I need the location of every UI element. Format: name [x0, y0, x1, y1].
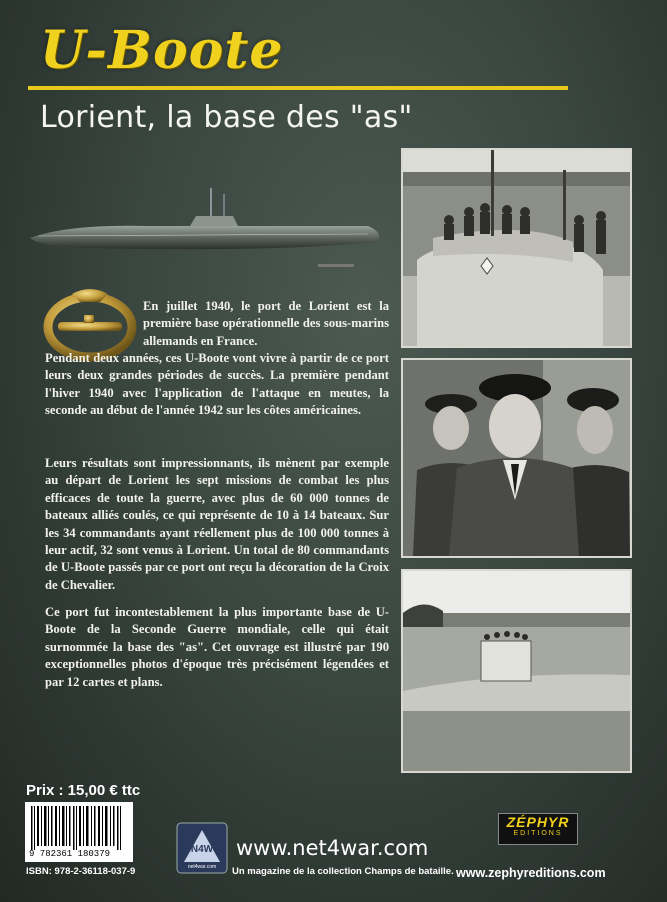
zephyr-logo-sub: EDITIONS [513, 830, 563, 837]
net4war-logo [176, 822, 228, 874]
intro-paragraph-first [45, 298, 389, 350]
photo-officers [401, 358, 632, 558]
results-paragraph: Leurs résultats sont impressionnants, ils mènent par exemple au départ de Lorient les sept missions de combat les plus efficaces de toute la guerre, avec plus de 60 000 tonnes de bateaux alliés coulés, ce qui représente de 10 à 14 bateaux. Sur les 34 commandants ayant réellement plus de 100 000 tonnes à leur actif, 32 sont venus à Lorient. Un total de 80 commandants de U-Boote passés par ce port ont reçu la décoration de la Croix de Chevalier. [45, 456, 389, 592]
price-label: Prix : 15,00 € ttc [26, 782, 141, 799]
net4war-url[interactable]: www.net4war.com [236, 836, 429, 860]
zephyr-logo-text: ZÉPHYR [506, 814, 570, 830]
barcode-number: 9 782361 180379 [29, 849, 111, 859]
conclusion-paragraph: Ce port fut incontestablement la plus importante base de U-Boote de la Seconde Guerre mondiale, celle qui était surnommée la base des "as". Cet ouvrage est illustré par 190 exceptionnelles photos d'époque très précisément légendées et par 12 cartes et plans. [45, 605, 389, 689]
photo-conning-tower [401, 148, 632, 348]
zephyr-logo [498, 813, 578, 845]
title-rule [28, 86, 568, 90]
net4war-tagline: Un magazine de la collection Champs de bataille. [232, 866, 454, 877]
zephyr-url[interactable]: www.zephyreditions.com [456, 866, 606, 880]
svg-text:N4W: N4W [190, 844, 214, 855]
photo-submarine-harbour [401, 569, 632, 773]
title: U-Boote [40, 20, 284, 81]
submarine-illustration [28, 186, 383, 274]
intro-first-text: En juillet 1940, le port de Lorient est la première base opérationnelle des sous-marins allemands en France. [143, 299, 389, 348]
isbn-label: ISBN: 978-2-36118-037-9 [26, 866, 136, 877]
intro-paragraph-rest: Pendant deux années, ces U-Boote vont vivre à partir de ce port leurs deux grandes périodes de succès. La première pendant l'hiver 1940 avec l'application de l'attaque en meutes, la seconde au début de l'année 1942 sur les côtes américaines. [45, 351, 389, 418]
barcode [25, 802, 133, 862]
net4war-logo-text: net4war.com [187, 864, 217, 870]
subtitle: Lorient, la base des "as" [40, 100, 413, 135]
